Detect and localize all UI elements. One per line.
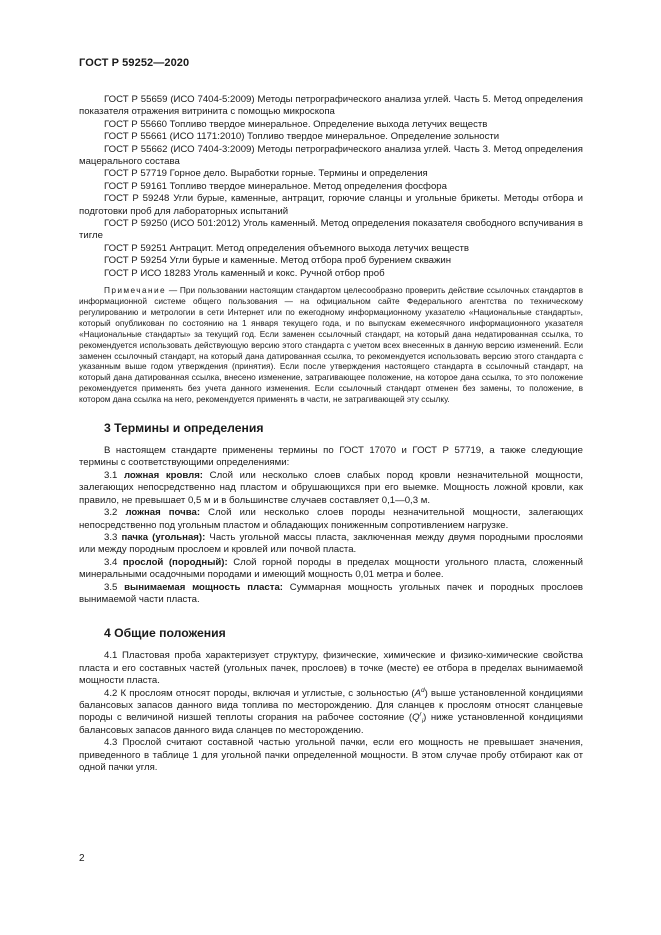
reference-item: ГОСТ Р 57719 Горное дело. Выработки горные. Термины и определения (104, 168, 428, 180)
reference-item: ГОСТ Р ИСО 18283 Уголь каменный и кокс. Ручной отбор проб (104, 267, 385, 279)
reference-item: ГОСТ Р 59250 (ИСО 501:2012) Уголь каменный. Метод определения показателя свободного вспучивания в тигле (79, 218, 583, 242)
term-definition (79, 470, 583, 507)
ash-sup-letter: d (420, 686, 425, 694)
term-definition (79, 532, 583, 557)
term-definition (79, 507, 583, 532)
term-number: 3.5 (104, 581, 125, 593)
term-name: ложная почва: (125, 507, 201, 519)
document-header: ГОСТ Р 59252—2020 (79, 57, 190, 69)
term-name: ложная кровля: (123, 469, 204, 481)
normative-references-list (79, 94, 583, 280)
reference-item: ГОСТ Р 55659 (ИСО 7404-5:2009) Методы петрографического анализа углей. Часть 5. Метод определения показателя отражения витринита с помощью микроскопа (79, 94, 583, 118)
reference-item: ГОСТ Р 59254 Угли бурые и каменные. Метод отбора проб бурением скважин (104, 255, 452, 267)
term-number: 3.2 (104, 507, 126, 519)
term-def: Слой или несколько слоев слабых пород кровли незначительной мощности, залегающих непосредственно над пластом и обрушающихся при его выемке. Мощность ложной кровли, как правило, не превышает 0,5 м и в большинстве случаев составляет 0,1—0,3 м. (79, 469, 583, 506)
text-run: 4.2 К прослоям относят породы, включая и углистые, с зольностью ( (104, 687, 415, 699)
term-number: 3.3 (104, 531, 122, 543)
term-def: Суммарная мощность угольных пачек и породных прослоев вынимаемой части пласта. (79, 581, 583, 605)
reference-item: ГОСТ Р 55662 (ИСО 7404-3:2009) Методы петрографического анализа углей. Часть 3. Метод определения мацерального состава (79, 143, 583, 168)
section-4-title: 4 Общие положения (104, 626, 226, 641)
term-name: пачка (угольная): (121, 531, 206, 543)
term-number: 3.1 (104, 469, 124, 481)
paragraph-4-1: 4.1 Пластовая проба характеризует структуру, физические, химические и физико-химические свойства пласта и его составных частей (угольных пачек, прослоев) в точке (месте) ее отбора в пределах вынимаемой мощности пласта. (79, 650, 583, 687)
heat-sup-letter: r (419, 711, 422, 719)
section-3-intro: В настоящем стандарте применены термины по ГОСТ 17070 и ГОСТ Р 57719, а также следующие термины с соответствующими определениями: (79, 445, 583, 469)
note-label: Примечание (104, 285, 167, 296)
text-run: ) ниже установленной кондициями балансовых запасов данного вида сланцев по месторождению. (79, 712, 584, 736)
note-text: — При пользовании настоящим стандартом целесообразно проверить действие ссылочных стандартов в информационной системе общего пользования — на официальном сайте Федерального агентства по техническому регулированию и метрологии в сети Интернет или по ежегодному информационному указателю «Национальные стандарты», который опубликован по состоянию на 1 января текущего года, и по выпускам ежемесячного информационного указателя «Национальные стандарты» за текущий год. Если заменен ссылочный стандарт, на который дана недатированная ссылка, то рекомендуется использовать действующую версию этого стандарта с учетом всех внесенных в данную версию изменений. Если заменен ссылочный стандарт, на который дана датированная ссылка, то рекомендуется использовать версию этого стандарта с указанным выше годом утверждения (принятия). Если после утверждения настоящего стандарта в ссылочный стандарт, на который дана датированная ссылка, внесено изменение, затрагивающее положение, на которое дана ссылка, то это положение рекомендуется применять без учета данного изменения. Если ссылочный стандарт отменен без замены, то положение, в котором дана ссылка на него, рекомендуется применять в части, не затрагивающей эту ссылку. (79, 285, 583, 405)
reference-item: ГОСТ Р 59251 Антрацит. Метод определения объемного выхода летучих веществ (104, 242, 470, 254)
ash-symbol: A (414, 687, 421, 699)
paragraph-4-2 (79, 688, 583, 738)
text-run: ) выше установленной кондициями балансовых запасов данного вида топлива по месторождению. Для сланцев к прослоям относят сланцевые породы с величиной низшей теплоты сгорания на рабочее состояние ( (79, 687, 583, 724)
references-note (79, 285, 583, 405)
term-def: Слой или несколько слоев породы незначительной мощности, залегающих непосредственно под угольным пластом и обладающих пониженным сопротивлением нагрузке. (79, 507, 583, 531)
reference-item: ГОСТ Р 55660 Топливо твердое минеральное. Определение выхода летучих веществ (104, 118, 488, 130)
term-number: 3.4 (104, 556, 123, 568)
section-3-title: 3 Термины и определения (104, 421, 264, 436)
term-def: Слой горной породы в пределах мощности угольного пласта, сложенный минеральными осадочными породами и имеющий мощность 0,01 метра и более. (79, 556, 583, 581)
term-def: Часть угольной массы пласта, заключенная между двумя породными прослоями или между породным прослоем и кровлей или почвой пласта. (79, 531, 583, 556)
page-content (79, 94, 583, 774)
term-definition (79, 582, 583, 607)
term-definition (79, 557, 583, 582)
reference-item: ГОСТ Р 59248 Угли бурые, каменные, антрацит, горючие сланцы и угольные брикеты. Методы отбора и подготовки проб для лабораторных испытаний (79, 193, 583, 217)
heat-symbol: Q (412, 712, 420, 724)
heat-sub-letter: i (421, 718, 424, 726)
page-number: 2 (79, 853, 85, 864)
reference-item: ГОСТ Р 59161 Топливо твердое минеральное. Метод определения фосфора (104, 180, 447, 192)
paragraph-4-3: 4.3 Прослой считают составной частью угольной пачки, если его мощность не превышает значения, приведенного в таблице 1 для угольной пачки определенной мощности. В этом случае пробу отбирают как от одной пачки угля. (79, 737, 583, 773)
term-name: прослой (породный): (122, 556, 228, 568)
term-name: вынимаемая мощность пласта: (124, 581, 284, 593)
reference-item: ГОСТ Р 55661 (ИСО 1171:2010) Топливо твердое минеральное. Определение зольности (104, 131, 500, 143)
